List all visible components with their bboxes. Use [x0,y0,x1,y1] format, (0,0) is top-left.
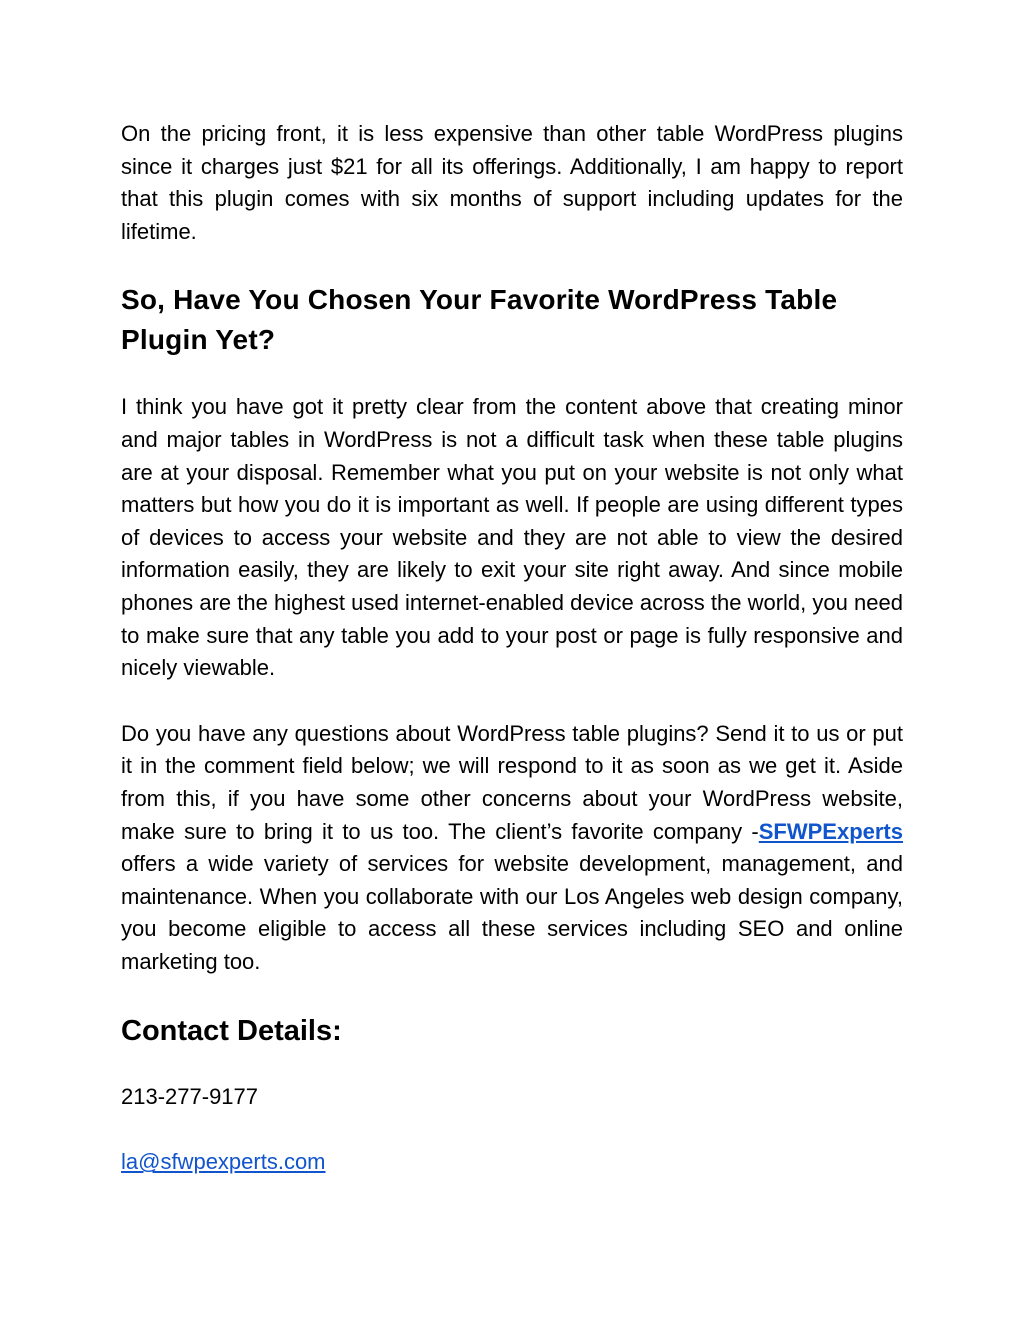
questions-paragraph [121,718,903,979]
questions-text-after-link: offers a wide variety of services for website development, management, and maintenance. When you collaborate with our Los Angeles web design company, you become eligible to access all these services including SEO and online marketing too. [121,851,903,974]
summary-paragraph: I think you have got it pretty clear from the content above that creating minor and major tables in WordPress is not a difficult task when these table plugins are at your disposal. Remember what you put on your website is not only what matters but how you do it is important as well. If people are using different types of devices to access your website and they are not able to view the desired information easily, they are likely to exit your site right away. And since mobile phones are the highest used internet-enabled device across the world, you need to make sure that any table you add to your post or page is fully responsive and nicely viewable. [121,394,903,681]
section-heading-table-plugin: So, Have You Chosen Your Favorite WordPress Table Plugin Yet? [121,284,838,356]
contact-details-heading: Contact Details: [121,1015,342,1048]
document-body [121,118,903,1178]
contact-email-link[interactable]: la@sfwpexperts.com [121,1149,326,1175]
sfwpexperts-link[interactable]: SFWPExperts [758,818,903,844]
contact-phone: 213-277-9177 [121,1084,259,1110]
pricing-paragraph: On the pricing front, it is less expensive than other table WordPress plugins since it charges just $21 for all its offerings. Additionally, I am happy to report that this plugin comes with six months of support including updates for the lifetime. [121,121,903,244]
contact-email-line [121,1146,903,1178]
questions-text-before-link: Do you have any questions about WordPress table plugins? Send it to us or put it in the comment field below; we will respond to it as soon as we get it. Aside from this, if you have some other concerns about your WordPress website, make sure to bring it to us too. The client’s favorite company - [121,720,903,844]
